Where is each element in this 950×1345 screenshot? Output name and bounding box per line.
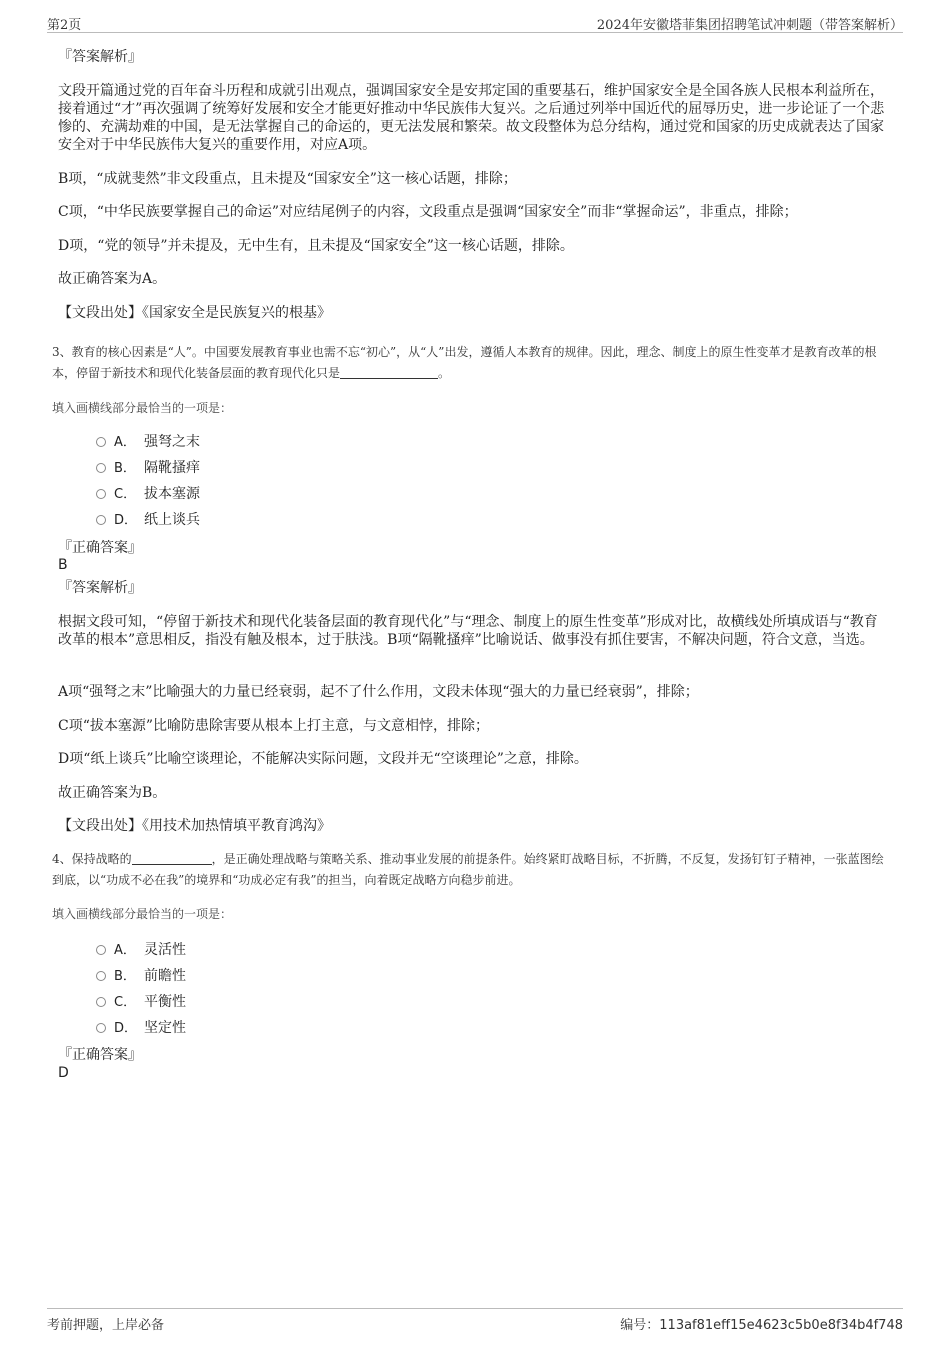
correct-answer-title: 『正确答案』 xyxy=(58,540,142,556)
option-b[interactable] xyxy=(96,967,186,986)
correct-answer: B xyxy=(58,557,68,573)
option-d[interactable] xyxy=(96,1019,186,1038)
option-letter: A． xyxy=(114,435,136,450)
analysis-conclusion: 故正确答案为A。 xyxy=(58,271,167,287)
question-stem-text: 3、教育的核心因素是“人”。中国要发展教育事业也需不忘“初心”，从“人”出发，遵循人本教育的规律。因此，理念、制度上的原生性变革才是教育改革的根本，停留于新技术和现代化装备层面的教育现代化只是 xyxy=(52,345,877,380)
analysis-paragraph: A项“强弩之末”比喻强大的力量已经衰弱，起不了什么作用，文段未体现“强大的力量已经衰弱”，排除； xyxy=(58,684,699,700)
page-header xyxy=(47,12,903,33)
correct-answer-title: 『正确答案』 xyxy=(58,1047,142,1063)
question-stem xyxy=(52,849,892,891)
analysis-paragraph: B项，“成就斐然”非文段重点，且未提及“国家安全”这一核心话题，排除； xyxy=(58,171,517,187)
option-letter: B． xyxy=(114,969,136,984)
footer-slogan: 考前押题，上岸必备 xyxy=(47,1318,165,1333)
option-text: 前瞻性 xyxy=(144,968,186,984)
question-stem-text: 。 xyxy=(438,366,451,380)
radio-icon[interactable] xyxy=(96,945,106,955)
analysis-conclusion: 故正确答案为B。 xyxy=(58,785,167,801)
analysis-paragraph: D项“纸上谈兵”比喻空谈理论，不能解决实际问题，文段并无“空谈理论”之意，排除。 xyxy=(58,751,588,767)
analysis-paragraph: C项，“中华民族要掌握自己的命运”对应结尾例子的内容，文段重点是强调“国家安全”而非“掌握命运”，非重点，排除； xyxy=(58,204,798,220)
analysis-title: 『答案解析』 xyxy=(58,580,142,596)
option-a[interactable] xyxy=(96,941,186,960)
document-title: 2024年安徽塔菲集团招聘笔试冲刺题（带答案解析） xyxy=(596,18,903,33)
option-text: 坚定性 xyxy=(144,1020,186,1036)
radio-icon[interactable] xyxy=(96,997,106,1007)
radio-icon[interactable] xyxy=(96,971,106,981)
option-letter: D． xyxy=(114,1021,138,1036)
option-text: 隔靴搔痒 xyxy=(144,460,200,476)
radio-icon[interactable] xyxy=(96,463,106,473)
analysis-paragraph: C项“拔本塞源”比喻防患除害要从根本上打主意，与文意相悖，排除； xyxy=(58,718,490,734)
question-prompt: 填入画横线部分最恰当的一项是： xyxy=(52,401,233,415)
radio-icon[interactable] xyxy=(96,1023,106,1033)
correct-answer: D xyxy=(58,1065,69,1081)
radio-icon[interactable] xyxy=(96,437,106,447)
option-text: 灵活性 xyxy=(144,942,186,958)
question-stem-text: ，是正确处理战略与策略关系、推动事业发展的前提条件。始终紧盯战略目标，不折腾，不反复，发扬钉钉子精神，一张蓝图绘到底，以“功成不必在我”的境界和“功成必定有我”的担当，向着既定战略方向稳步前进。 xyxy=(52,852,884,887)
analysis-paragraph: 根据文段可知，“停留于新技术和现代化装备层面的教育现代化”与“理念、制度上的原生性变革”形成对比，故横线处所填成语与“教育改革的根本”意思相反，指没有触及根本，过于肤浅。B项“隔靴搔痒”比喻说话、做事没有抓住要害，不解决问题，符合文意，当选。 xyxy=(58,614,878,648)
code-label: 编号： xyxy=(620,1318,660,1333)
page-footer xyxy=(47,1308,903,1333)
analysis-title: 『答案解析』 xyxy=(58,49,142,65)
option-c[interactable] xyxy=(96,993,186,1012)
option-letter: D． xyxy=(114,513,138,528)
radio-icon[interactable] xyxy=(96,489,106,499)
code-value: 113af81eff15e4623c5b0e8f34b4f748 xyxy=(659,1318,903,1333)
option-c[interactable] xyxy=(96,485,200,504)
option-b[interactable] xyxy=(96,459,200,478)
question-prompt: 填入画横线部分最恰当的一项是： xyxy=(52,907,233,921)
option-text: 平衡性 xyxy=(144,994,186,1010)
option-letter: C． xyxy=(114,487,137,502)
document-code xyxy=(620,1314,903,1333)
option-letter: A． xyxy=(114,943,136,958)
radio-icon[interactable] xyxy=(96,515,106,525)
option-letter: C． xyxy=(114,995,137,1010)
passage-source: 【文段出处】《用技术加热情填平教育鸿沟》 xyxy=(58,818,331,834)
option-d[interactable] xyxy=(96,511,200,530)
fill-blank xyxy=(340,366,438,379)
passage-source: 【文段出处】《国家安全是民族复兴的根基》 xyxy=(58,305,331,321)
page-number: 第2页 xyxy=(47,18,82,33)
option-a[interactable] xyxy=(96,433,200,452)
analysis-paragraph: D项，“党的领导”并未提及，无中生有，且未提及“国家安全”这一核心话题，排除。 xyxy=(58,238,574,254)
fill-blank xyxy=(132,852,212,865)
question-stem-text: 4、保持战略的 xyxy=(52,852,132,866)
option-text: 拔本塞源 xyxy=(144,486,200,502)
question-stem xyxy=(52,342,892,384)
analysis-paragraph: 文段开篇通过党的百年奋斗历程和成就引出观点，强调国家安全是安邦定国的重要基石，维护国家安全是全国各族人民根本利益所在，接着通过“才”再次强调了统筹好发展和安全才能更好推动中华民族伟大复兴。之后通过列举中国近代的屈辱历史，进一步论证了一个悲惨的、充满劫难的中国，是无法掌握自己的命运的，更无法发展和繁荣。故文段整体为总分结构，通过党和国家的历史成就表达了国家安全对于中华民族伟大复兴的重要作用，对应A项。 xyxy=(58,83,885,153)
option-text: 强弩之末 xyxy=(144,434,200,450)
option-letter: B． xyxy=(114,461,136,476)
option-text: 纸上谈兵 xyxy=(144,512,200,528)
